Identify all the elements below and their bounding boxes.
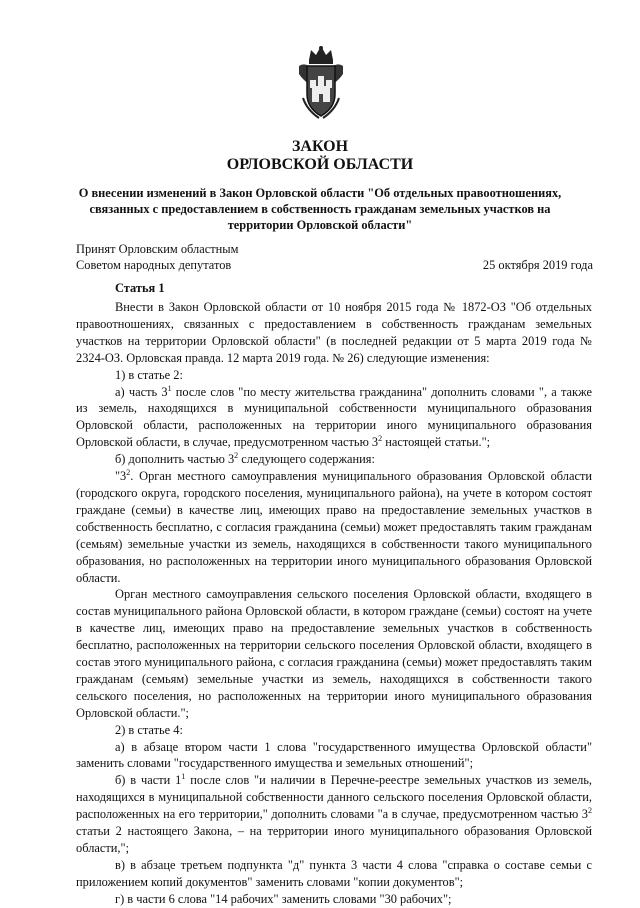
article-paragraph: Орган местного самоуправления сельского поселения Орловской области, входящего в состав муниципального района Орловской области, в котором граждане (семьи) состоят на учете в качестве лиц, имеющих право на предоставление земельных участков в собственность бесплатно, расположенных на территории сельского поселения Орловской области, входящего в состав этого муниципального района, с согласия гражданина (семьи) может предоставлять таким гражданам (семьям) земельные участки из земель, находящихся в собственности такого сельского поселения, но расположенных на территории иного муниципального образования Орловской области."; [76,587,592,720]
article-paragraph: 1) в статье 2: [115,367,183,382]
article-heading: Статья 1 [115,281,165,295]
adoption-date: 25 октября 2019 года [482,258,593,272]
article-paragraph: г) в части 6 слова "14 рабочих" заменить словами "30 рабочих"; [115,891,452,906]
document-title-line1: ЗАКОН [291,138,349,155]
article-paragraph: в) в абзаце третьем подпункта "д" пункта 3 части 4 слова "справка о составе семьи с приложением копий документов" заменить словами "копии документов"; [76,857,592,889]
adoption-line1: Принят Орловским областным [76,242,239,256]
article-paragraph: "$3^2$. Орган местного самоуправления муниципального образования Орловской области (городского округа, городского поселения, муниципального района), на учете в котором состоят граждане (семьи) в качестве лиц, имеющих право на предоставление земельных участков в собственность бесплатно, с согласия гражданина (семьи) может предоставлять таким гражданам (семьям) земельные участки из земель, находящихся в собственности такого муниципального образования, но расположенных на территории иного муниципального образования Орловской области. [76,467,592,585]
article-paragraph: Внести в Закон Орловской области от 10 ноября 2015 года № 1872-ОЗ "Об отдельных правоотношениях, связанных с предоставлением в собственность гражданам земельных участков на территории Орловской области" (в последней редакции от 5 марта 2019 года № 2324-ОЗ. Орловская правда. 12 марта 2019 года. № 26) следующие изменения: [76,300,592,365]
adoption-line2: Советом народных депутатов [76,258,232,272]
article-paragraph: б) в части $1^1$ после слов "и наличии в Перечне-реестре земельных участков из земель, находящихся в муниципальной собственности данного сельского поселения Орловской области, расположенных на его территории," дополнить словами "а в случае, предусмотренном частью $3^2$ статьи 2 настоящего Закона, – на территории иного муниципального образования Орловской области,"; [76,772,592,855]
article-body [76,299,592,908]
article-paragraph: б) дополнить частью $3^2$ следующего содержания: [115,451,375,467]
article-paragraph: а) в абзаце втором части 1 слова "государственного имущества Орловской области" заменить словами "государственного имущества и земельных отношений"; [76,739,592,771]
coat-of-arms-emblem [295,44,347,120]
article-paragraph: 2) в статье 4: [115,722,183,737]
document-subtitle: О внесении изменений в Закон Орловской области "Об отдельных правоотношениях, связанных с предоставлением в собственность гражданам земельных участков на территории Орловской области" [78,186,562,232]
document-title-line2: ОРЛОВСКОЙ ОБЛАСТИ [226,156,414,173]
article-paragraph: а) часть $3^1$ после слов "по месту жительства гражданина" дополнить словами ", а также из земель, находящихся в муниципальной собственности муниципального образования Орловской области, расположенных на территории иного муниципального образования Орловской области, в случае, предусмотренном частью $3^2$ настоящей статьи."; [76,383,592,450]
